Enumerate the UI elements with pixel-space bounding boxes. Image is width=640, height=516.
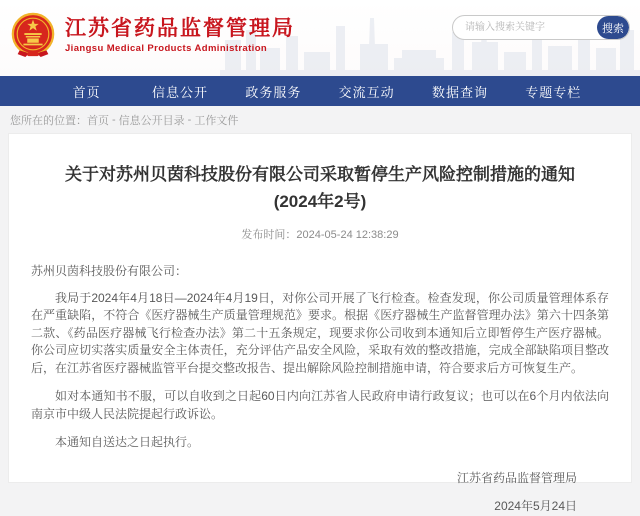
main-nav (0, 76, 640, 106)
breadcrumb (0, 106, 640, 133)
national-emblem-icon (10, 12, 56, 58)
nav-item-interaction[interactable]: 交流互动 (338, 84, 395, 100)
search-button[interactable]: 搜索 (597, 16, 629, 39)
search-bar (452, 15, 630, 40)
article-paragraph-2: 如对本通知书不服，可以自收到之日起60日内向江苏省人民政府申请行政复议；也可以在6个月内依法向南京市中级人民法院提起行政诉讼。 (31, 389, 609, 421)
article-paragraph-3: 本通知自送达之日起执行。 (55, 435, 200, 449)
article-paragraph-1: 我局于2024年4月18日—2024年4月19日，对你公司开展了飞行检查。检查发现，你公司质量管理体系存在严重缺陷，不符合《医疗器械生产质量管理规范》要求。根据《医疗器械生产监督管理办法》第六十四条第二款、《药品医疗器械飞行检查办法》第二十五条规定，现要求你公司收到本通知后立即暂停生产医疗器械。你公司应切实落实质量安全主体责任，充分评估产品安全风险，采取有效的整改措施，完成全部缺陷项目整改后，在江苏省医疗器械监管平台提交整改报告、提出解除风险控制措施申请，符合要求后方可恢复生产。 (31, 290, 609, 375)
article-salutation: 苏州贝茵科技股份有限公司： (31, 264, 188, 278)
article-title (9, 161, 631, 215)
breadcrumb-prefix: 您所在的位置： (10, 114, 87, 127)
breadcrumb-home[interactable]: 首页 (87, 114, 109, 127)
article-title-line2: (2024年2号) (273, 192, 367, 211)
breadcrumb-info-directory[interactable]: 信息公开目录 (118, 114, 185, 127)
article-panel (8, 133, 632, 513)
signature-block (31, 470, 609, 516)
agency-name-en: Jiangsu Medical Products Administration (65, 43, 268, 54)
breadcrumb-separator: - (112, 113, 116, 126)
publish-time: 发布时间：2024-05-24 12:38:29 (241, 229, 399, 241)
breadcrumb-work-documents[interactable]: 工作文件 (194, 114, 239, 127)
site-header (0, 0, 640, 76)
site-logo-link[interactable] (10, 12, 295, 58)
nav-item-info[interactable]: 信息公开 (151, 84, 208, 100)
agency-name-cn: 江苏省药品监督管理局 (65, 17, 295, 40)
nav-item-topics[interactable]: 专题专栏 (525, 84, 582, 100)
nav-item-services[interactable]: 政务服务 (245, 84, 302, 100)
article-body (9, 263, 631, 516)
article-title-line1: 关于对苏州贝茵科技股份有限公司采取暂停生产风险控制措施的通知 (65, 165, 575, 184)
nav-item-data-query[interactable]: 数据查询 (431, 84, 488, 100)
breadcrumb-separator: - (187, 113, 192, 126)
search-input[interactable] (453, 16, 597, 39)
nav-item-home[interactable]: 首页 (72, 84, 101, 100)
signature-date: 2024年5月24日 (494, 499, 577, 513)
signature-agency: 江苏省药品监督管理局 (456, 470, 577, 485)
